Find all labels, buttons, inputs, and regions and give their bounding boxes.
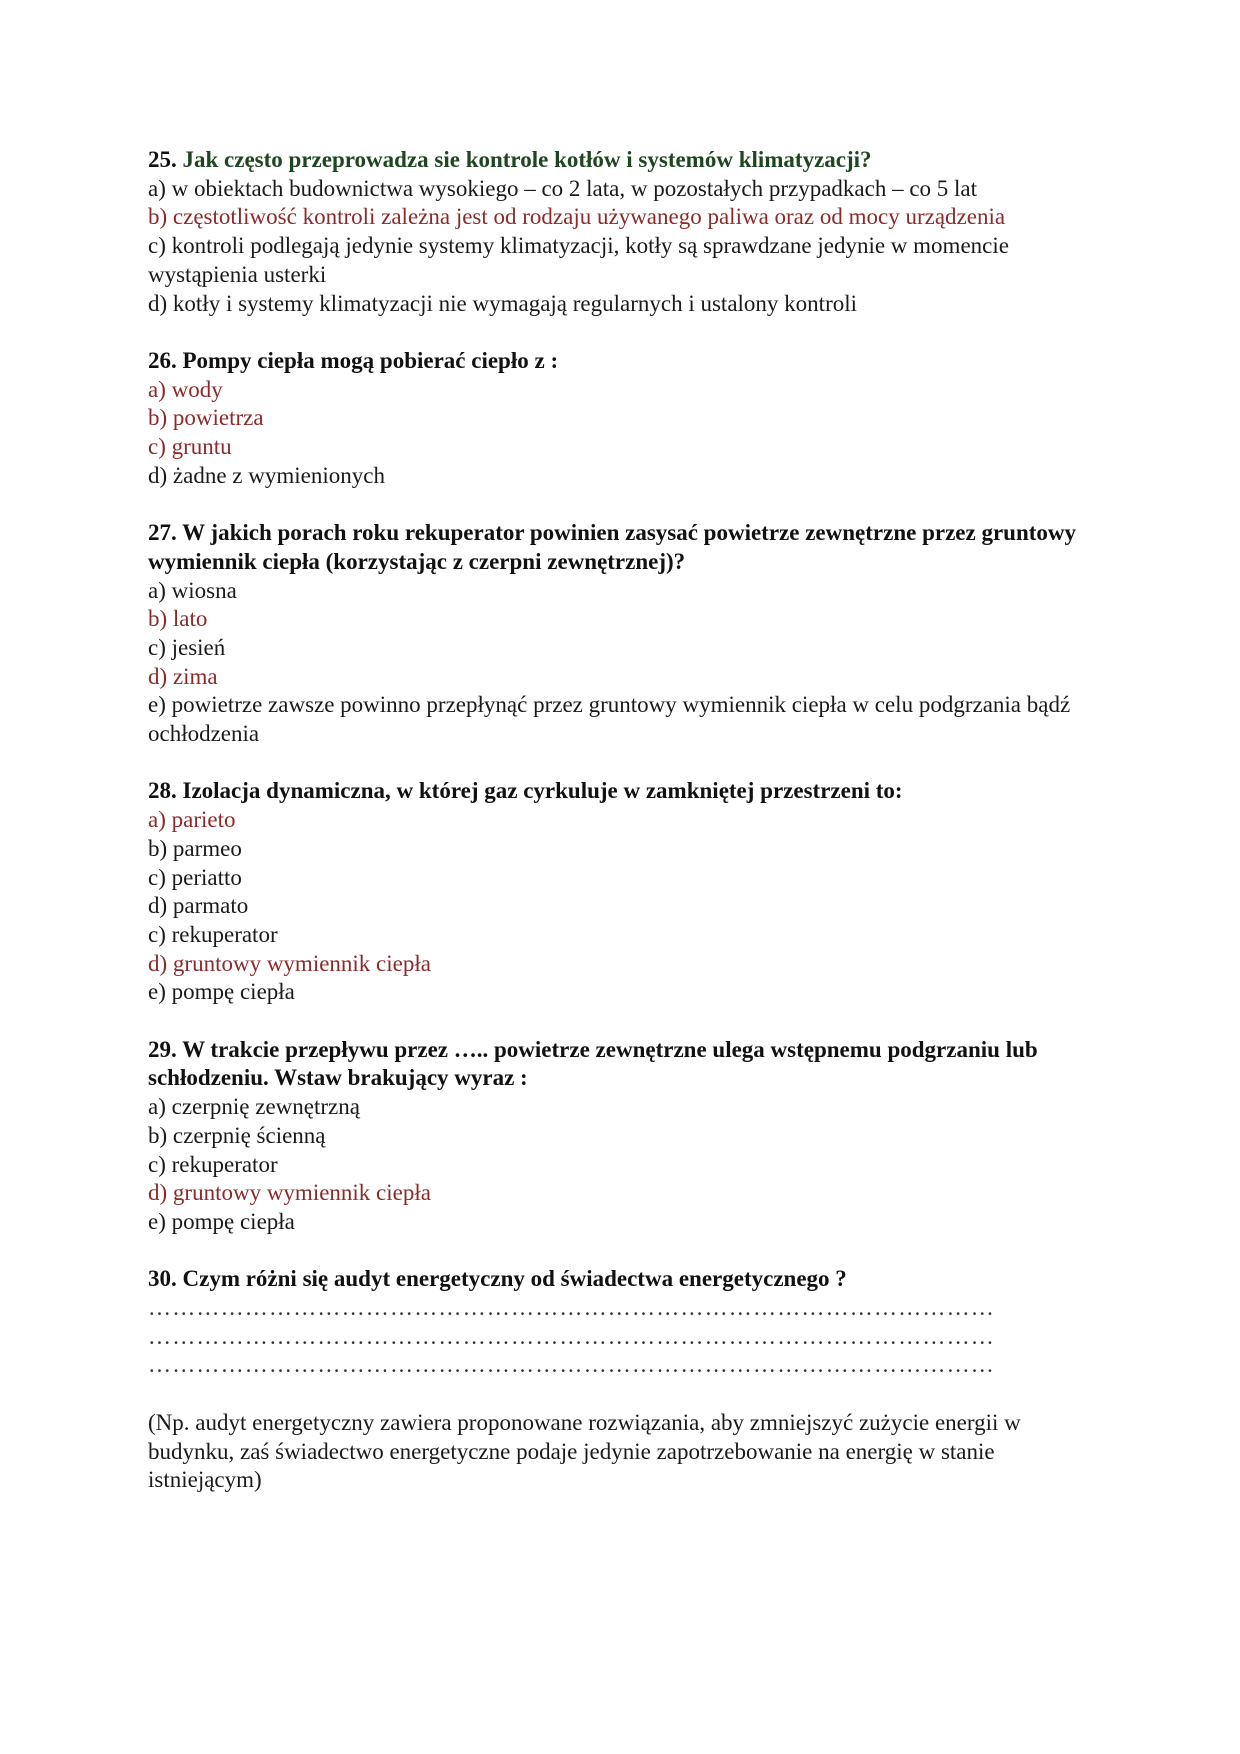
answer-option: e) pompę ciepła	[148, 1208, 295, 1234]
question-title	[148, 1265, 1098, 1294]
answer-option: a) wiosna	[148, 577, 237, 603]
question-number: 28.	[148, 778, 177, 804]
answer-option-correct: b) lato	[148, 606, 208, 632]
answer-option: c) jesień	[148, 634, 226, 660]
question-text: Izolacja dynamiczna, w której gaz cyrkuluje w zamkniętej przestrzeni to:	[182, 778, 903, 804]
question-text: Jak często przeprowadza sie kontrole kotłów i systemów klimatyzacji?	[182, 147, 872, 172]
answer-option-correct: c) gruntu	[148, 434, 232, 460]
answer-option: e) powietrze zawsze powinno przepłynąć przez gruntowy wymiennik ciepła w celu podgrzania bądź ochłodzenia	[148, 692, 1071, 747]
question-29	[148, 1036, 1098, 1237]
answer-note: (Np. audyt energetyczny zawiera proponowane rozwiązania, aby zmniejszyć zużycie energii w budynku, zaś świadectwo energetyczne podaje jedynie zapotrzebowanie na energię w stanie istniejącym)	[148, 1409, 1021, 1493]
answer-option: b) parmeo	[148, 835, 242, 861]
answer-option-correct: a) wody	[148, 376, 223, 402]
answer-option-correct: d) zima	[148, 663, 218, 689]
question-text: Czym różni się audyt energetyczny od świadectwa energetycznego ?	[182, 1266, 847, 1292]
question-title	[148, 347, 1098, 376]
document-content	[148, 146, 1098, 1495]
question-text: W trakcie przepływu przez ….. powietrze zewnętrzne ulega wstępnemu podgrzaniu lub schłodzeniu. Wstaw brakujący wyraz :	[148, 1036, 1038, 1091]
answer-option-correct: d) gruntowy wymiennik ciepła	[148, 1180, 431, 1206]
question-text: Pompy ciepła mogą pobierać ciepło z :	[182, 347, 559, 373]
answer-option-correct: d) gruntowy wymiennik ciepła	[148, 950, 431, 976]
question-number: 27.	[148, 520, 177, 546]
answer-dotted-line: ……………………………………………………………………………………………	[148, 1295, 995, 1321]
question-number: 26.	[148, 347, 177, 373]
answer-option: d) parmato	[148, 893, 249, 919]
answer-option-correct: a) parieto	[148, 807, 236, 833]
question-30	[148, 1265, 1098, 1380]
question-title	[148, 777, 1098, 806]
question-number: 30.	[148, 1266, 177, 1292]
question-28	[148, 777, 1098, 1007]
question-number: 29.	[148, 1036, 177, 1062]
question-title	[148, 519, 1098, 576]
answer-option-correct: b) powietrza	[148, 405, 264, 431]
answer-option: c) periatto	[148, 864, 242, 890]
question-number: 25.	[148, 147, 177, 172]
answer-option: d) żadne z wymienionych	[148, 462, 385, 488]
answer-option: d) kotły i systemy klimatyzacji nie wymagają regularnych i ustalony kontroli	[148, 290, 858, 316]
answer-option: c) kontroli podlegają jedynie systemy klimatyzacji, kotły są sprawdzane jedynie w momencie wystąpienia usterki	[148, 233, 1009, 287]
answer-option: e) pompę ciepła	[148, 979, 295, 1005]
answer-option: b) czerpnię ścienną	[148, 1122, 326, 1148]
question-title	[148, 146, 1098, 175]
question-25	[148, 146, 1098, 318]
answer-dotted-line: ……………………………………………………………………………………………	[148, 1323, 995, 1349]
answer-option: c) rekuperator	[148, 1151, 278, 1177]
answer-option: c) rekuperator	[148, 921, 278, 947]
question-26	[148, 347, 1098, 491]
question-27	[148, 519, 1098, 749]
question-title	[148, 1036, 1098, 1093]
answer-dotted-line: ……………………………………………………………………………………………	[148, 1352, 995, 1378]
answer-option: a) czerpnię zewnętrzną	[148, 1094, 360, 1120]
question-text: W jakich porach roku rekuperator powinien zasysać powietrze zewnętrzne przez gruntowy wymiennik ciepła (korzystając z czerpni zewnętrznej)?	[148, 520, 1077, 574]
answer-option-correct: b) częstotliwość kontroli zależna jest od rodzaju używanego paliwa oraz od mocy urządzenia	[148, 204, 1006, 230]
answer-option: a) w obiektach budownictwa wysokiego – co 2 lata, w pozostałych przypadkach – co 5 lat	[148, 175, 978, 201]
